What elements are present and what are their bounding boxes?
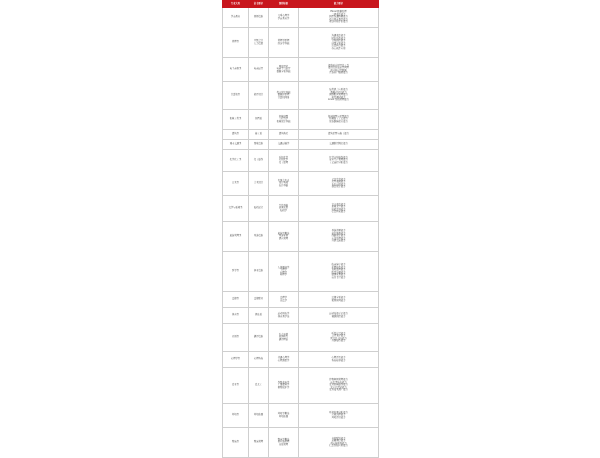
- ability-cell: 仓储配送能力 运输调度能力 供应链规划能力 信息系统应用能力: [299, 428, 379, 458]
- table-row: [223, 292, 379, 308]
- major-cell: 学前教育: [223, 8, 249, 28]
- table-header-row: [223, 1, 379, 8]
- major-cell: 机械工程类: [223, 110, 249, 130]
- major-cell: 旅游管理类: [223, 222, 249, 252]
- course-cell: 综合英语 英语听力 翻译理论: [269, 324, 299, 352]
- ability-cell: 机械制图与识图能力 机械加工工艺能力 设备维修保养能力: [299, 110, 379, 130]
- certificate-cell: 制图员: [249, 110, 269, 130]
- course-cell: 环境学概论 环境监测: [269, 404, 299, 428]
- table-row: [223, 150, 379, 172]
- ability-cell: 法律分析能力 案例研判能力: [299, 292, 379, 308]
- major-cell: 电子商务类: [223, 58, 249, 82]
- table-row: [223, 368, 379, 404]
- major-cell: 外语类: [223, 324, 249, 352]
- major-cell: 心理学类: [223, 352, 249, 368]
- ability-cell: 艺术鉴赏能力 造型表现能力 色彩运用能力 创意设计能力: [299, 172, 379, 196]
- course-cell: 法理学 宪法学: [269, 292, 299, 308]
- major-cell: 化学化工类: [223, 150, 249, 172]
- major-cell: 计算机类: [223, 82, 249, 110]
- ability-cell: 沟通表达能力 团队协作能力 计划组织能力 问题分析能力 决策执行能力 办公软件应用: [299, 28, 379, 58]
- table-row: [223, 352, 379, 368]
- certificate-cell: 教练员: [249, 308, 269, 324]
- course-cell: 网络营销 电商平台运营 数据分析基础: [269, 58, 299, 82]
- table-row: [223, 428, 379, 458]
- ability-cell: 运动技能示范能力 赛事组织能力: [299, 308, 379, 324]
- course-cell: 程序设计基础 数据库原理 计算机网络: [269, 82, 299, 110]
- course-cell: 运动训练学 体育教学论: [269, 308, 299, 324]
- certificate-cell: 教师资格: [249, 8, 269, 28]
- header-cell: 课程标准: [269, 1, 299, 8]
- certificate-cell: 农艺工: [249, 368, 269, 404]
- table-row: [223, 308, 379, 324]
- course-cell: 交通运输学: [269, 140, 299, 150]
- major-cell: 体育类: [223, 308, 249, 324]
- certificate-cell: 软件设计: [249, 82, 269, 110]
- document-page: [222, 0, 378, 447]
- certificate-cell: 施工员: [249, 130, 269, 140]
- major-cell: 管理类: [223, 28, 249, 58]
- major-cell: 物流类: [223, 428, 249, 458]
- certificate-cell: 驾驶资格: [249, 140, 269, 150]
- course-cell: 普通心理学 心理测量学: [269, 352, 299, 368]
- certificate-cell: 物流管理: [249, 428, 269, 458]
- certificate-cell: 执业资格: [249, 252, 269, 292]
- course-cell: 建筑构造: [269, 130, 299, 140]
- certificate-cell: 化工操作: [249, 150, 269, 172]
- table-body: [223, 8, 379, 458]
- certificate-cell: 美术设计: [249, 172, 269, 196]
- ability-cell: 听说读写能力 口译笔译能力 跨文化交际能力 外事接待能力: [299, 324, 379, 352]
- ability-cell: 交通组织调度能力: [299, 140, 379, 150]
- certificate-cell: 环境监测: [249, 404, 269, 428]
- table-row: [223, 196, 379, 222]
- table-row: [223, 110, 379, 130]
- table-row: [223, 8, 379, 28]
- ability-cell: 导游讲解能力 接待服务能力 线路设计能力 应急处理能力 外语交流能力: [299, 222, 379, 252]
- certificate-cell: 电商运营: [249, 58, 269, 82]
- certificate-cell: 中级会计 人力资源: [249, 28, 269, 58]
- course-cell: 物流学概论 供应链管理 仓储管理: [269, 428, 299, 458]
- table-row: [223, 252, 379, 292]
- table-row: [223, 58, 379, 82]
- ability-cell: 建筑识图与施工能力: [299, 130, 379, 140]
- table-row: [223, 130, 379, 140]
- ability-cell: 心理评估能力 咨询辅导能力: [299, 352, 379, 368]
- major-cell: 文学与新闻类: [223, 196, 249, 222]
- certificate-cell: 导游资格: [249, 222, 269, 252]
- major-cell: 医学类: [223, 252, 249, 292]
- major-cell: 艺术类: [223, 172, 249, 196]
- ability-cell: 文字表达能力 新闻采写能力 编辑策划能力 信息检索能力: [299, 196, 379, 222]
- major-cell: 环境类: [223, 404, 249, 428]
- table-row: [223, 82, 379, 110]
- course-cell: 管理学原理 经济学基础: [269, 28, 299, 58]
- table-row: [223, 172, 379, 196]
- table-row: [223, 222, 379, 252]
- course-cell: 中国美术史 设计构成 色彩基础: [269, 172, 299, 196]
- course-cell: 写作基础 新闻采访 编辑学: [269, 196, 299, 222]
- table-row: [223, 140, 379, 150]
- table-row: [223, 28, 379, 58]
- ability-cell: 作物种植管理能力 病虫害防治能力 农业机械操作能力 农产品营销能力 农业技术推广能力: [299, 368, 379, 404]
- header-cell: 证书要求: [249, 1, 269, 8]
- course-cell: 无机化学 有机化学 化工原理: [269, 150, 299, 172]
- ability-cell: 临床诊疗能力 护理操作能力 急救处理能力 医患沟通能力 健康宣教能力 病历书写能力: [299, 252, 379, 292]
- certificate-cell: 编辑记者: [249, 196, 269, 222]
- ability-cell: Excel 数据处理 言语表达能力 组织沟通协调能力 幼儿教育教学能力 观察分析评价能力: [299, 8, 379, 28]
- certificate-cell: 翻译资格: [249, 324, 269, 352]
- major-cell: 农业类: [223, 368, 249, 404]
- header-cell: 专业大类: [223, 1, 249, 8]
- major-cell: 城市交通类: [223, 140, 249, 150]
- course-cell: 人体解剖学 生理学 病理学 药理学: [269, 252, 299, 292]
- certificate-cell: 心理咨询: [249, 352, 269, 368]
- course-cell: 儿童心理学 学前教育学: [269, 8, 299, 28]
- major-requirements-table: [222, 0, 379, 458]
- ability-cell: 环境监测分析能力 污染治理能力 环境评价能力: [299, 404, 379, 428]
- ability-cell: 能熟练运用营销工具 能进行店铺运营管理 能分析运营数据 具备客户服务能力: [299, 58, 379, 82]
- table-row: [223, 404, 379, 428]
- table-row: [223, 324, 379, 352]
- ability-cell: 编程语言应用能力 数据库设计能力 网络配置管理能力 软件测试能力 Linux 系统管理能力: [299, 82, 379, 110]
- major-cell: 建筑类: [223, 130, 249, 140]
- major-cell: 法律类: [223, 292, 249, 308]
- ability-cell: 化学实验操作能力 安全生产管理能力 工艺流程分析能力: [299, 150, 379, 172]
- header-cell: 能力要求: [299, 1, 379, 8]
- course-cell: 作物栽培学 土壤肥料学 植物保护学: [269, 368, 299, 404]
- course-cell: 旅游学概论 导游业务 酒店管理: [269, 222, 299, 252]
- certificate-cell: 法律职业: [249, 292, 269, 308]
- course-cell: 机械制图 工程力学 机械设计基础: [269, 110, 299, 130]
